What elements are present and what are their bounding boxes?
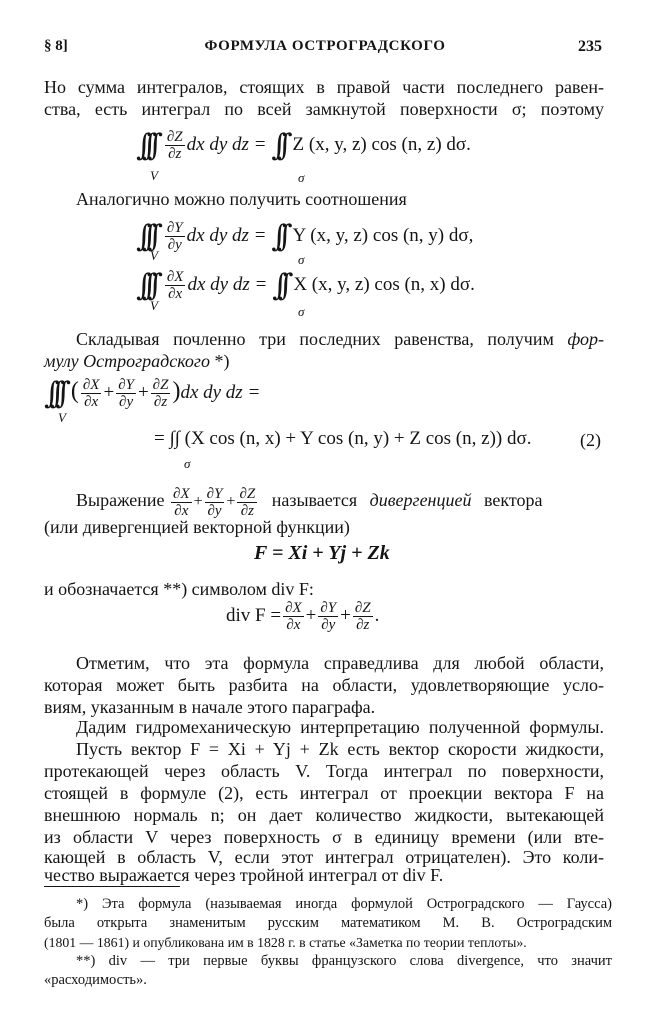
paragraph-line: кающей в область V, если этот интеграл отрицателен). Это коли-: [44, 847, 604, 867]
partial-fraction: $\frac{\partial X}{\partial x}$: [166, 269, 184, 302]
paragraph-line: которая может быть разбита на области, удовлетворяющие усло-: [44, 675, 604, 695]
partial-fraction: $\frac{\partial Z}{\partial z}$: [239, 486, 256, 519]
footnote-separator: [44, 886, 180, 887]
page-heading: ФОРМУЛА ОСТРОГРАДСКОГО: [204, 38, 446, 54]
partial-fraction: $\frac{\partial X}{\partial x}$: [285, 600, 302, 633]
double-integral-sign: ∫∫: [272, 268, 284, 303]
equation-z: ∫∫∫ $\frac{\partial Z}{\partial z}$ dx dy dz = ∫∫ Z (x, y, z) cos (n, z) dσ.: [136, 128, 471, 163]
paragraph-line: протекающей через область V. Тогда интеграл по поверхности,: [44, 761, 604, 781]
paragraph-line: Аналогично можно получить соотношения: [76, 189, 407, 209]
running-header: [44, 38, 606, 60]
divergence-expression: $\frac{\partial X}{\partial x}$ + $\frac{\partial Y}{\partial y}$ + $\frac{\partial Z}{\partial z}$: [173, 486, 256, 519]
surface-label: σ: [298, 304, 305, 319]
paragraph-line: Пусть вектор F = Xi + Yj + Zk есть вектор скорости жидкости,: [76, 739, 604, 759]
double-integral-sign: ∫∫: [271, 219, 283, 254]
triple-integral-sign: ∫∫∫: [44, 376, 61, 411]
paragraph-line: Дадим гидромеханическую интерпретацию полученной формулы.: [76, 717, 604, 737]
partial-fraction: $\frac{\partial Y}{\partial y}$: [206, 486, 223, 519]
paragraph-line: внешнюю нормаль n; он дает количество жидкости, вытекающей: [44, 805, 604, 825]
equation-number: (2): [580, 430, 601, 450]
footnote-1: *) Эта формула (называемая иногда формулой Остроградского — Гаусса): [76, 896, 612, 912]
partial-fraction: $\frac{\partial Z}{\partial z}$: [152, 377, 169, 410]
ostrogradsky-formula-rhs: = ∫∫ (X cos (n, x) + Y cos (n, y) + Z cos (n, z)) dσ.: [154, 428, 532, 449]
volume-label: V: [150, 298, 158, 313]
partial-fraction: $\frac{\partial Y}{\partial y}$: [166, 220, 183, 253]
paragraph-line: виям, указанным в начале этого параграфа.: [44, 697, 376, 717]
divergence-definition: div F = $\frac{\partial X}{\partial x}$ + $\frac{\partial Y}{\partial y}$ + $\frac{\partial Z}{\partial z}$ .: [226, 600, 380, 633]
paragraph-line: Но сумма интегралов, стоящих в правой части последнего равен-: [44, 77, 604, 97]
partial-fraction: $\frac{\partial Y}{\partial y}$: [320, 600, 337, 633]
paragraph-line: мулу Остроградского *): [44, 351, 230, 371]
section-marker: § 8]: [44, 38, 68, 54]
paragraph-line: и обозначается **) символом div F:: [44, 579, 314, 599]
footnote-1: была открыта знаменитым русским математиком М. В. Остроградским: [44, 915, 612, 931]
triple-integral-sign: ∫∫∫: [136, 128, 153, 163]
volume-label: V: [150, 168, 158, 183]
surface-label: σ: [184, 456, 191, 471]
triple-integral-sign: ∫∫∫: [136, 219, 153, 254]
surface-label: σ: [298, 252, 305, 267]
triple-integral-sign: ∫∫∫: [136, 268, 153, 303]
paragraph-line: из области V через поверхность σ в единицу времени (или вте-: [44, 827, 604, 847]
paragraph-line: стоящей в формуле (2), есть интеграл от проекции вектора F на: [44, 783, 604, 803]
paragraph-line: (или дивергенцией векторной функции): [44, 517, 350, 537]
paragraph-line: ства, есть интеграл по всей замкнутой поверхности σ; поэтому: [44, 99, 604, 119]
page-number: 235: [578, 38, 602, 55]
partial-fraction: $\frac{\partial X}{\partial x}$: [82, 377, 100, 410]
ostrogradsky-formula: ∫∫∫ ( $\frac{\partial X}{\partial x}$ + $\frac{\partial Y}{\partial y}$ + $\frac{\partial Z}{\partial z}$ )dx dy dz =: [44, 376, 261, 411]
surface-label: σ: [298, 170, 305, 185]
footnote-2: «расходимость».: [44, 972, 147, 988]
equation-x: ∫∫∫ $\frac{\partial X}{\partial x}$ dx dy dz = ∫∫ X (x, y, z) cos (n, x) dσ.: [136, 268, 475, 303]
footnote-2: **) div — три первые буквы французского слова divergence, что значит: [76, 953, 612, 969]
volume-label: V: [58, 410, 66, 425]
partial-fraction: $\frac{\partial Y}{\partial y}$: [118, 377, 134, 410]
partial-fraction: $\frac{\partial Z}{\partial z}$: [166, 129, 183, 162]
footnote-1: (1801 — 1861) и опубликована им в 1828 г. в статье «Заметка по теории теплоты».: [44, 935, 527, 950]
paragraph-line: Отметим, что эта формула справедлива для любой области,: [76, 653, 604, 673]
paragraph-line: Складывая почленно три последних равенства, получим фор-: [76, 329, 604, 349]
partial-fraction: $\frac{\partial Z}{\partial z}$: [354, 600, 371, 633]
paragraph-line: Выражение $\frac{\partial X}{\partial x}$ + $\frac{\partial Y}{\partial y}$ + $\frac{\partial Z}{\partial z}$ называется дивергенцией вектора: [76, 486, 543, 519]
vector-field-definition: F = Xi + Yj + Zk: [254, 542, 390, 564]
volume-label: V: [150, 248, 158, 263]
double-integral-sign: ∫∫: [271, 128, 283, 163]
paragraph-line: чество выражается через тройной интеграл от div F.: [44, 865, 444, 885]
equation-y: ∫∫∫ $\frac{\partial Y}{\partial y}$ dx dy dz = ∫∫ Y (x, y, z) cos (n, y) dσ,: [136, 219, 474, 254]
partial-fraction: $\frac{\partial X}{\partial x}$: [173, 486, 190, 519]
